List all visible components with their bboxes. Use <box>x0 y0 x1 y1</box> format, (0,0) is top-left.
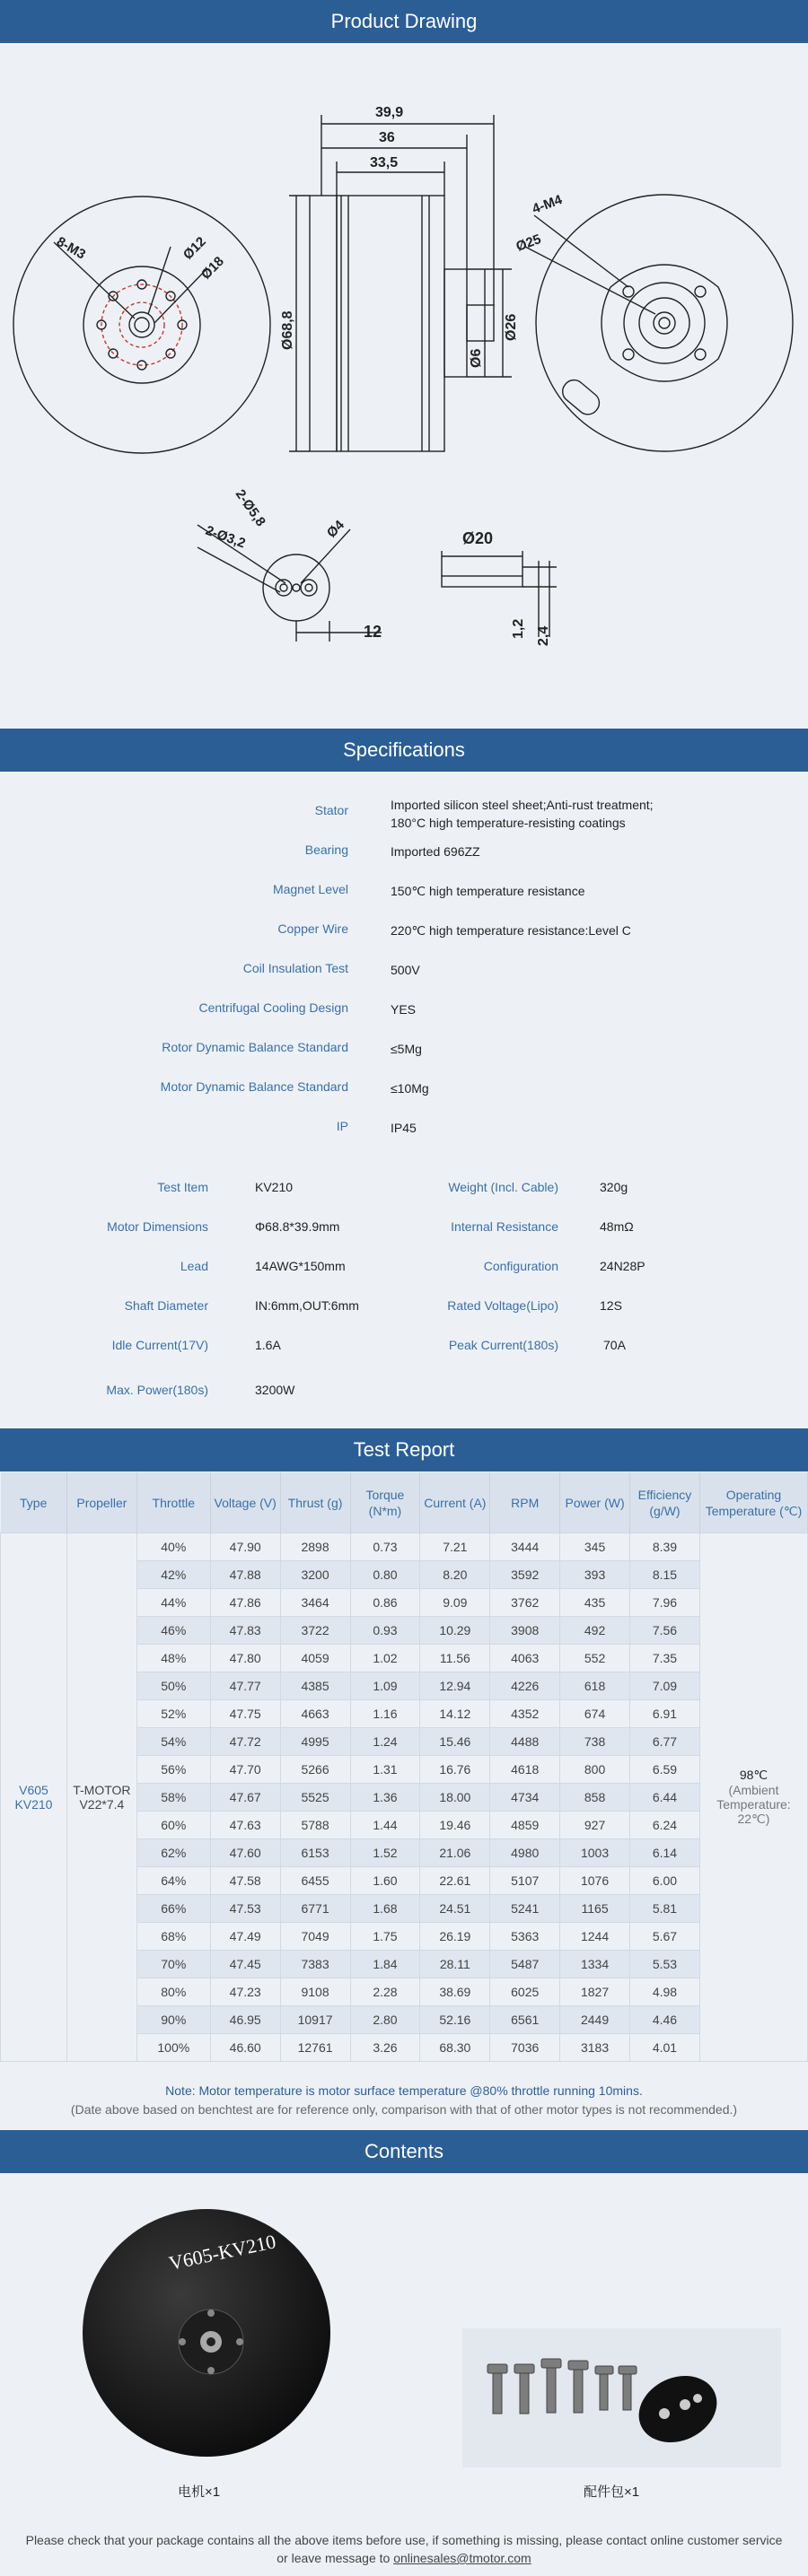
report-cell: 47.83 <box>210 1617 280 1645</box>
report-cell: 6.59 <box>630 1756 700 1784</box>
report-cell: 5.67 <box>630 1923 700 1951</box>
report-cell: 927 <box>560 1812 630 1839</box>
report-cell: 4059 <box>280 1645 350 1672</box>
report-cell: 100% <box>136 2034 210 2062</box>
dim-3-2: 2-Ø3,2 <box>203 522 248 552</box>
report-cell: 6771 <box>280 1895 350 1923</box>
dim-26: Ø26 <box>504 313 519 341</box>
report-cell: 738 <box>560 1728 630 1756</box>
report-cell: 52% <box>136 1700 210 1728</box>
dim-20: Ø20 <box>462 529 494 547</box>
report-cell: 4663 <box>280 1700 350 1728</box>
spec-value-line: Imported silicon steel sheet;Anti-rust treatment; <box>391 798 654 812</box>
motor-caption: 电机×1 <box>178 2484 221 2500</box>
spec-value: 500V <box>391 963 420 977</box>
report-cell: 60% <box>136 1812 210 1839</box>
report-cell: 393 <box>560 1561 630 1589</box>
dim-4: Ø4 <box>323 517 347 541</box>
report-cell: 44% <box>136 1589 210 1617</box>
dim-12b: 12 <box>364 623 382 641</box>
report-cell: 6.00 <box>630 1867 700 1895</box>
dim-2-4: 2,4 <box>536 625 551 646</box>
report-cell: 5.53 <box>630 1951 700 1978</box>
grid-label: Shaft Diameter <box>124 1298 208 1313</box>
report-cell: 3908 <box>490 1617 560 1645</box>
report-cell: 1.24 <box>350 1728 420 1756</box>
report-cell: 10917 <box>280 2006 350 2034</box>
spec-value: 150℃ high temperature resistance <box>391 884 585 898</box>
report-cell: 2.80 <box>350 2006 420 2034</box>
test-report-title: Test Report <box>353 1438 455 1461</box>
spec-value: YES <box>391 1002 417 1017</box>
accessory-image <box>462 2328 781 2467</box>
temperature-value: 98℃ <box>739 1768 768 1782</box>
report-header-cell: Torque (N*m) <box>350 1472 420 1533</box>
specifications-title: Specifications <box>343 738 465 761</box>
report-cell: 4.46 <box>630 2006 700 2034</box>
grid-label: Test Item <box>157 1180 208 1194</box>
report-cell: 47.58 <box>210 1867 280 1895</box>
dim-8-m3: 8-M3 <box>54 233 89 263</box>
report-cell: 11.56 <box>420 1645 490 1672</box>
report-cell: 3183 <box>560 2034 630 2062</box>
dim-4-m4: 4-M4 <box>530 192 565 217</box>
report-cell: 6.77 <box>630 1728 700 1756</box>
report-cell: 4734 <box>490 1784 560 1812</box>
motor-svg <box>81 2207 332 2458</box>
report-cell: 47.45 <box>210 1951 280 1978</box>
report-cell: 12761 <box>280 2034 350 2062</box>
report-cell: 52.16 <box>420 2006 490 2034</box>
report-cell: 6.44 <box>630 1784 700 1812</box>
grid-label: Idle Current(17V) <box>111 1338 208 1352</box>
report-cell: 28.11 <box>420 1951 490 1978</box>
report-header-cell: Power (W) <box>560 1472 630 1533</box>
report-type-cell: V605 KV210 <box>1 1533 67 2062</box>
grid-value: 24N28P <box>600 1259 646 1273</box>
report-cell: 16.76 <box>420 1756 490 1784</box>
spec-label: Motor Dynamic Balance Standard <box>160 1079 348 1094</box>
dim-39-9: 39,9 <box>375 105 404 120</box>
grid-value: 14AWG*150mm <box>255 1259 346 1273</box>
dim-33-5: 33,5 <box>370 155 399 170</box>
report-cell: 4.01 <box>630 2034 700 2062</box>
dim-18: Ø18 <box>198 253 227 283</box>
report-cell: 6.14 <box>630 1839 700 1867</box>
dim-12: Ø12 <box>180 233 209 263</box>
spec-value: IP45 <box>391 1121 417 1135</box>
report-header-cell: Operating Temperature (℃) <box>699 1472 807 1533</box>
report-cell: 47.67 <box>210 1784 280 1812</box>
report-cell: 42% <box>136 1561 210 1589</box>
left-front-view-outer <box>13 196 270 453</box>
report-cell: 47.53 <box>210 1895 280 1923</box>
report-cell: 6153 <box>280 1839 350 1867</box>
report-cell: 4488 <box>490 1728 560 1756</box>
report-cell: 800 <box>560 1756 630 1784</box>
grid-value: 3200W <box>255 1383 295 1397</box>
report-cell: 0.73 <box>350 1533 420 1561</box>
report-cell: 0.93 <box>350 1617 420 1645</box>
report-cell: 5241 <box>490 1895 560 1923</box>
temperature-note: (Ambient Temperature: 22℃) <box>716 1783 791 1826</box>
report-row <box>1 1533 808 1561</box>
grid-value: 48mΩ <box>600 1219 634 1234</box>
report-header-cell: Efficiency (g/W) <box>630 1472 700 1533</box>
report-cell: 12.94 <box>420 1672 490 1700</box>
footer-prefix: or leave message to <box>277 2551 394 2565</box>
grid-label: Weight (Incl. Cable) <box>448 1180 558 1194</box>
report-cell: 38.69 <box>420 1978 490 2006</box>
report-cell: 1165 <box>560 1895 630 1923</box>
report-cell: 3444 <box>490 1533 560 1561</box>
motor-logo-text: V605-KV210 <box>166 2230 278 2275</box>
report-cell: 70% <box>136 1951 210 1978</box>
spec-label: Bearing <box>304 843 348 857</box>
report-cell: 58% <box>136 1784 210 1812</box>
report-propeller-cell: T-MOTOR V22*7.4 <box>66 1533 136 2062</box>
footer-line-1: Please check that your package contains all the above items before use, if something is missing, please contact online customer service <box>25 2533 783 2547</box>
product-drawing-banner <box>0 0 808 43</box>
report-cell: 66% <box>136 1895 210 1923</box>
report-cell: 1244 <box>560 1923 630 1951</box>
report-cell: 1.75 <box>350 1923 420 1951</box>
grid-label: Configuration <box>483 1259 558 1273</box>
spec-label: Copper Wire <box>277 921 348 936</box>
report-cell: 50% <box>136 1672 210 1700</box>
spec-value: ≤10Mg <box>391 1081 429 1096</box>
report-cell: 5107 <box>490 1867 560 1895</box>
report-cell: 1.68 <box>350 1895 420 1923</box>
report-cell: 18.00 <box>420 1784 490 1812</box>
dim-1-2: 1,2 <box>511 618 526 639</box>
report-header-cell: Thrust (g) <box>280 1472 350 1533</box>
report-cell: 9108 <box>280 1978 350 2006</box>
report-cell: 3592 <box>490 1561 560 1589</box>
report-cell: 6025 <box>490 1978 560 2006</box>
report-cell: 40% <box>136 1533 210 1561</box>
report-cell: 7.21 <box>420 1533 490 1561</box>
report-header-cell: Propeller <box>66 1472 136 1533</box>
report-cell: 2898 <box>280 1533 350 1561</box>
report-cell: 1.60 <box>350 1867 420 1895</box>
spec-value: 220℃ high temperature resistance:Level C <box>391 923 631 938</box>
grid-value: Φ68.8*39.9mm <box>255 1219 340 1234</box>
grid-value: 12S <box>600 1298 622 1313</box>
footer-line-2 <box>0 2549 808 2567</box>
report-cell: 2449 <box>560 2006 630 2034</box>
report-body <box>1 1533 808 2062</box>
report-cell: 1.44 <box>350 1812 420 1839</box>
note-line-1: Note: Motor temperature is motor surface temperature @80% throttle running 10mins. <box>165 2083 643 2098</box>
grid-label: Internal Resistance <box>451 1219 558 1234</box>
report-cell: 5525 <box>280 1784 350 1812</box>
report-cell: 618 <box>560 1672 630 1700</box>
report-cell: 1076 <box>560 1867 630 1895</box>
spec-label: Magnet Level <box>272 882 348 896</box>
report-cell: 6.91 <box>630 1700 700 1728</box>
report-header-cell: Current (A) <box>420 1472 490 1533</box>
report-cell: 4859 <box>490 1812 560 1839</box>
report-cell: 6455 <box>280 1867 350 1895</box>
report-cell: 7.56 <box>630 1617 700 1645</box>
report-cell: 3464 <box>280 1589 350 1617</box>
report-header-cell: Voltage (V) <box>210 1472 280 1533</box>
dim-68-8: Ø68,8 <box>280 310 295 350</box>
grid-value: 70A <box>603 1338 626 1352</box>
report-cell: 8.39 <box>630 1533 700 1561</box>
report-cell: 48% <box>136 1645 210 1672</box>
report-temperature-cell <box>699 1533 807 2062</box>
report-cell: 3762 <box>490 1589 560 1617</box>
report-cell: 1.02 <box>350 1645 420 1672</box>
report-cell: 46% <box>136 1617 210 1645</box>
report-cell: 47.23 <box>210 1978 280 2006</box>
report-cell: 21.06 <box>420 1839 490 1867</box>
report-cell: 1.36 <box>350 1784 420 1812</box>
report-cell: 1.52 <box>350 1839 420 1867</box>
report-header-row <box>1 1472 808 1533</box>
drawing-svg <box>0 43 808 727</box>
report-cell: 46.95 <box>210 2006 280 2034</box>
test-report-banner <box>0 1428 808 1471</box>
grid-value: IN:6mm,OUT:6mm <box>255 1298 359 1313</box>
spec-label: Coil Insulation Test <box>242 961 348 975</box>
accessory-caption: 配件包×1 <box>584 2484 640 2500</box>
report-cell: 1334 <box>560 1951 630 1978</box>
report-cell: 46.60 <box>210 2034 280 2062</box>
report-cell: 47.86 <box>210 1589 280 1617</box>
report-cell: 9.09 <box>420 1589 490 1617</box>
grid-value: KV210 <box>255 1180 294 1194</box>
report-cell: 68.30 <box>420 2034 490 2062</box>
grid-label: Max. Power(180s) <box>106 1383 208 1397</box>
report-cell: 858 <box>560 1784 630 1812</box>
report-cell: 47.88 <box>210 1561 280 1589</box>
report-cell: 4980 <box>490 1839 560 1867</box>
note-line-2: (Date above based on benchtest are for reference only, comparison with that of other motor types is not recommended.) <box>70 2102 738 2117</box>
specifications-banner <box>0 729 808 772</box>
report-cell: 7.96 <box>630 1589 700 1617</box>
report-cell: 7.35 <box>630 1645 700 1672</box>
report-cell: 7036 <box>490 2034 560 2062</box>
report-cell: 22.61 <box>420 1867 490 1895</box>
report-cell: 47.77 <box>210 1672 280 1700</box>
report-cell: 15.46 <box>420 1728 490 1756</box>
report-cell: 4063 <box>490 1645 560 1672</box>
report-cell: 47.49 <box>210 1923 280 1951</box>
accessory-svg <box>462 2328 781 2467</box>
report-cell: 14.12 <box>420 1700 490 1728</box>
right-back-view-outer <box>536 195 793 451</box>
product-drawing-title: Product Drawing <box>330 10 478 32</box>
report-cell: 492 <box>560 1617 630 1645</box>
spec-value: ≤5Mg <box>391 1042 422 1056</box>
report-cell: 674 <box>560 1700 630 1728</box>
grid-value: 320g <box>600 1180 628 1194</box>
dim-36: 36 <box>379 130 395 145</box>
report-cell: 0.86 <box>350 1589 420 1617</box>
report-cell: 56% <box>136 1756 210 1784</box>
report-cell: 435 <box>560 1589 630 1617</box>
report-cell: 90% <box>136 2006 210 2034</box>
dim-5-8: 2-Ø5,8 <box>232 486 268 529</box>
grid-label: Lead <box>180 1259 208 1273</box>
spec-value: Imported 696ZZ <box>391 844 480 859</box>
report-cell: 7.09 <box>630 1672 700 1700</box>
report-cell: 1003 <box>560 1839 630 1867</box>
report-cell: 4352 <box>490 1700 560 1728</box>
report-cell: 4226 <box>490 1672 560 1700</box>
report-cell: 5266 <box>280 1756 350 1784</box>
motor-image <box>81 2207 332 2458</box>
report-cell: 68% <box>136 1923 210 1951</box>
dim-6: Ø6 <box>469 348 484 368</box>
report-cell: 6561 <box>490 2006 560 2034</box>
report-cell: 5788 <box>280 1812 350 1839</box>
report-cell: 2.28 <box>350 1978 420 2006</box>
report-cell: 345 <box>560 1533 630 1561</box>
report-cell: 4995 <box>280 1728 350 1756</box>
report-cell: 5487 <box>490 1951 560 1978</box>
report-cell: 0.80 <box>350 1561 420 1589</box>
report-cell: 47.90 <box>210 1533 280 1561</box>
report-cell: 26.19 <box>420 1923 490 1951</box>
spec-value <box>391 796 654 832</box>
spec-value-line: 180°C high temperature-resisting coatings <box>391 816 626 830</box>
contents-title: Contents <box>364 2140 444 2162</box>
report-cell: 1.16 <box>350 1700 420 1728</box>
spec-label: IP <box>336 1119 348 1133</box>
report-header-cell: RPM <box>490 1472 560 1533</box>
grid-label: Rated Voltage(Lipo) <box>447 1298 558 1313</box>
report-cell: 4618 <box>490 1756 560 1784</box>
report-cell: 552 <box>560 1645 630 1672</box>
product-drawing <box>0 43 808 727</box>
report-header-cell: Throttle <box>136 1472 210 1533</box>
grid-label: Motor Dimensions <box>107 1219 208 1234</box>
report-cell: 47.70 <box>210 1756 280 1784</box>
grid-value: 1.6A <box>255 1338 281 1352</box>
contents-banner <box>0 2130 808 2173</box>
report-cell: 1.31 <box>350 1756 420 1784</box>
report-cell: 47.60 <box>210 1839 280 1867</box>
report-header-cell: Type <box>1 1472 67 1533</box>
report-cell: 3200 <box>280 1561 350 1589</box>
email-link[interactable]: onlinesales@tmotor.com <box>393 2551 531 2565</box>
report-cell: 7049 <box>280 1923 350 1951</box>
report-cell: 47.80 <box>210 1645 280 1672</box>
report-cell: 54% <box>136 1728 210 1756</box>
footer <box>0 2531 808 2567</box>
report-cell: 3722 <box>280 1617 350 1645</box>
spec-label: Rotor Dynamic Balance Standard <box>162 1040 348 1054</box>
report-cell: 1827 <box>560 1978 630 2006</box>
report-cell: 10.29 <box>420 1617 490 1645</box>
dim-25: Ø25 <box>514 231 544 255</box>
report-cell: 47.63 <box>210 1812 280 1839</box>
grid-label: Peak Current(180s) <box>448 1338 558 1352</box>
report-cell: 8.15 <box>630 1561 700 1589</box>
report-cell: 7383 <box>280 1951 350 1978</box>
report-cell: 6.24 <box>630 1812 700 1839</box>
report-cell: 19.46 <box>420 1812 490 1839</box>
report-cell: 1.09 <box>350 1672 420 1700</box>
report-cell: 4.98 <box>630 1978 700 2006</box>
report-cell: 80% <box>136 1978 210 2006</box>
test-report-table <box>0 1472 808 2062</box>
report-cell: 1.84 <box>350 1951 420 1978</box>
report-cell: 5363 <box>490 1923 560 1951</box>
report-cell: 47.75 <box>210 1700 280 1728</box>
report-cell: 5.81 <box>630 1895 700 1923</box>
spec-label: Centrifugal Cooling Design <box>198 1000 348 1015</box>
report-cell: 3.26 <box>350 2034 420 2062</box>
spec-label: Stator <box>314 803 348 817</box>
report-cell: 24.51 <box>420 1895 490 1923</box>
report-cell: 8.20 <box>420 1561 490 1589</box>
report-cell: 4385 <box>280 1672 350 1700</box>
report-cell: 47.72 <box>210 1728 280 1756</box>
report-cell: 62% <box>136 1839 210 1867</box>
report-cell: 64% <box>136 1867 210 1895</box>
